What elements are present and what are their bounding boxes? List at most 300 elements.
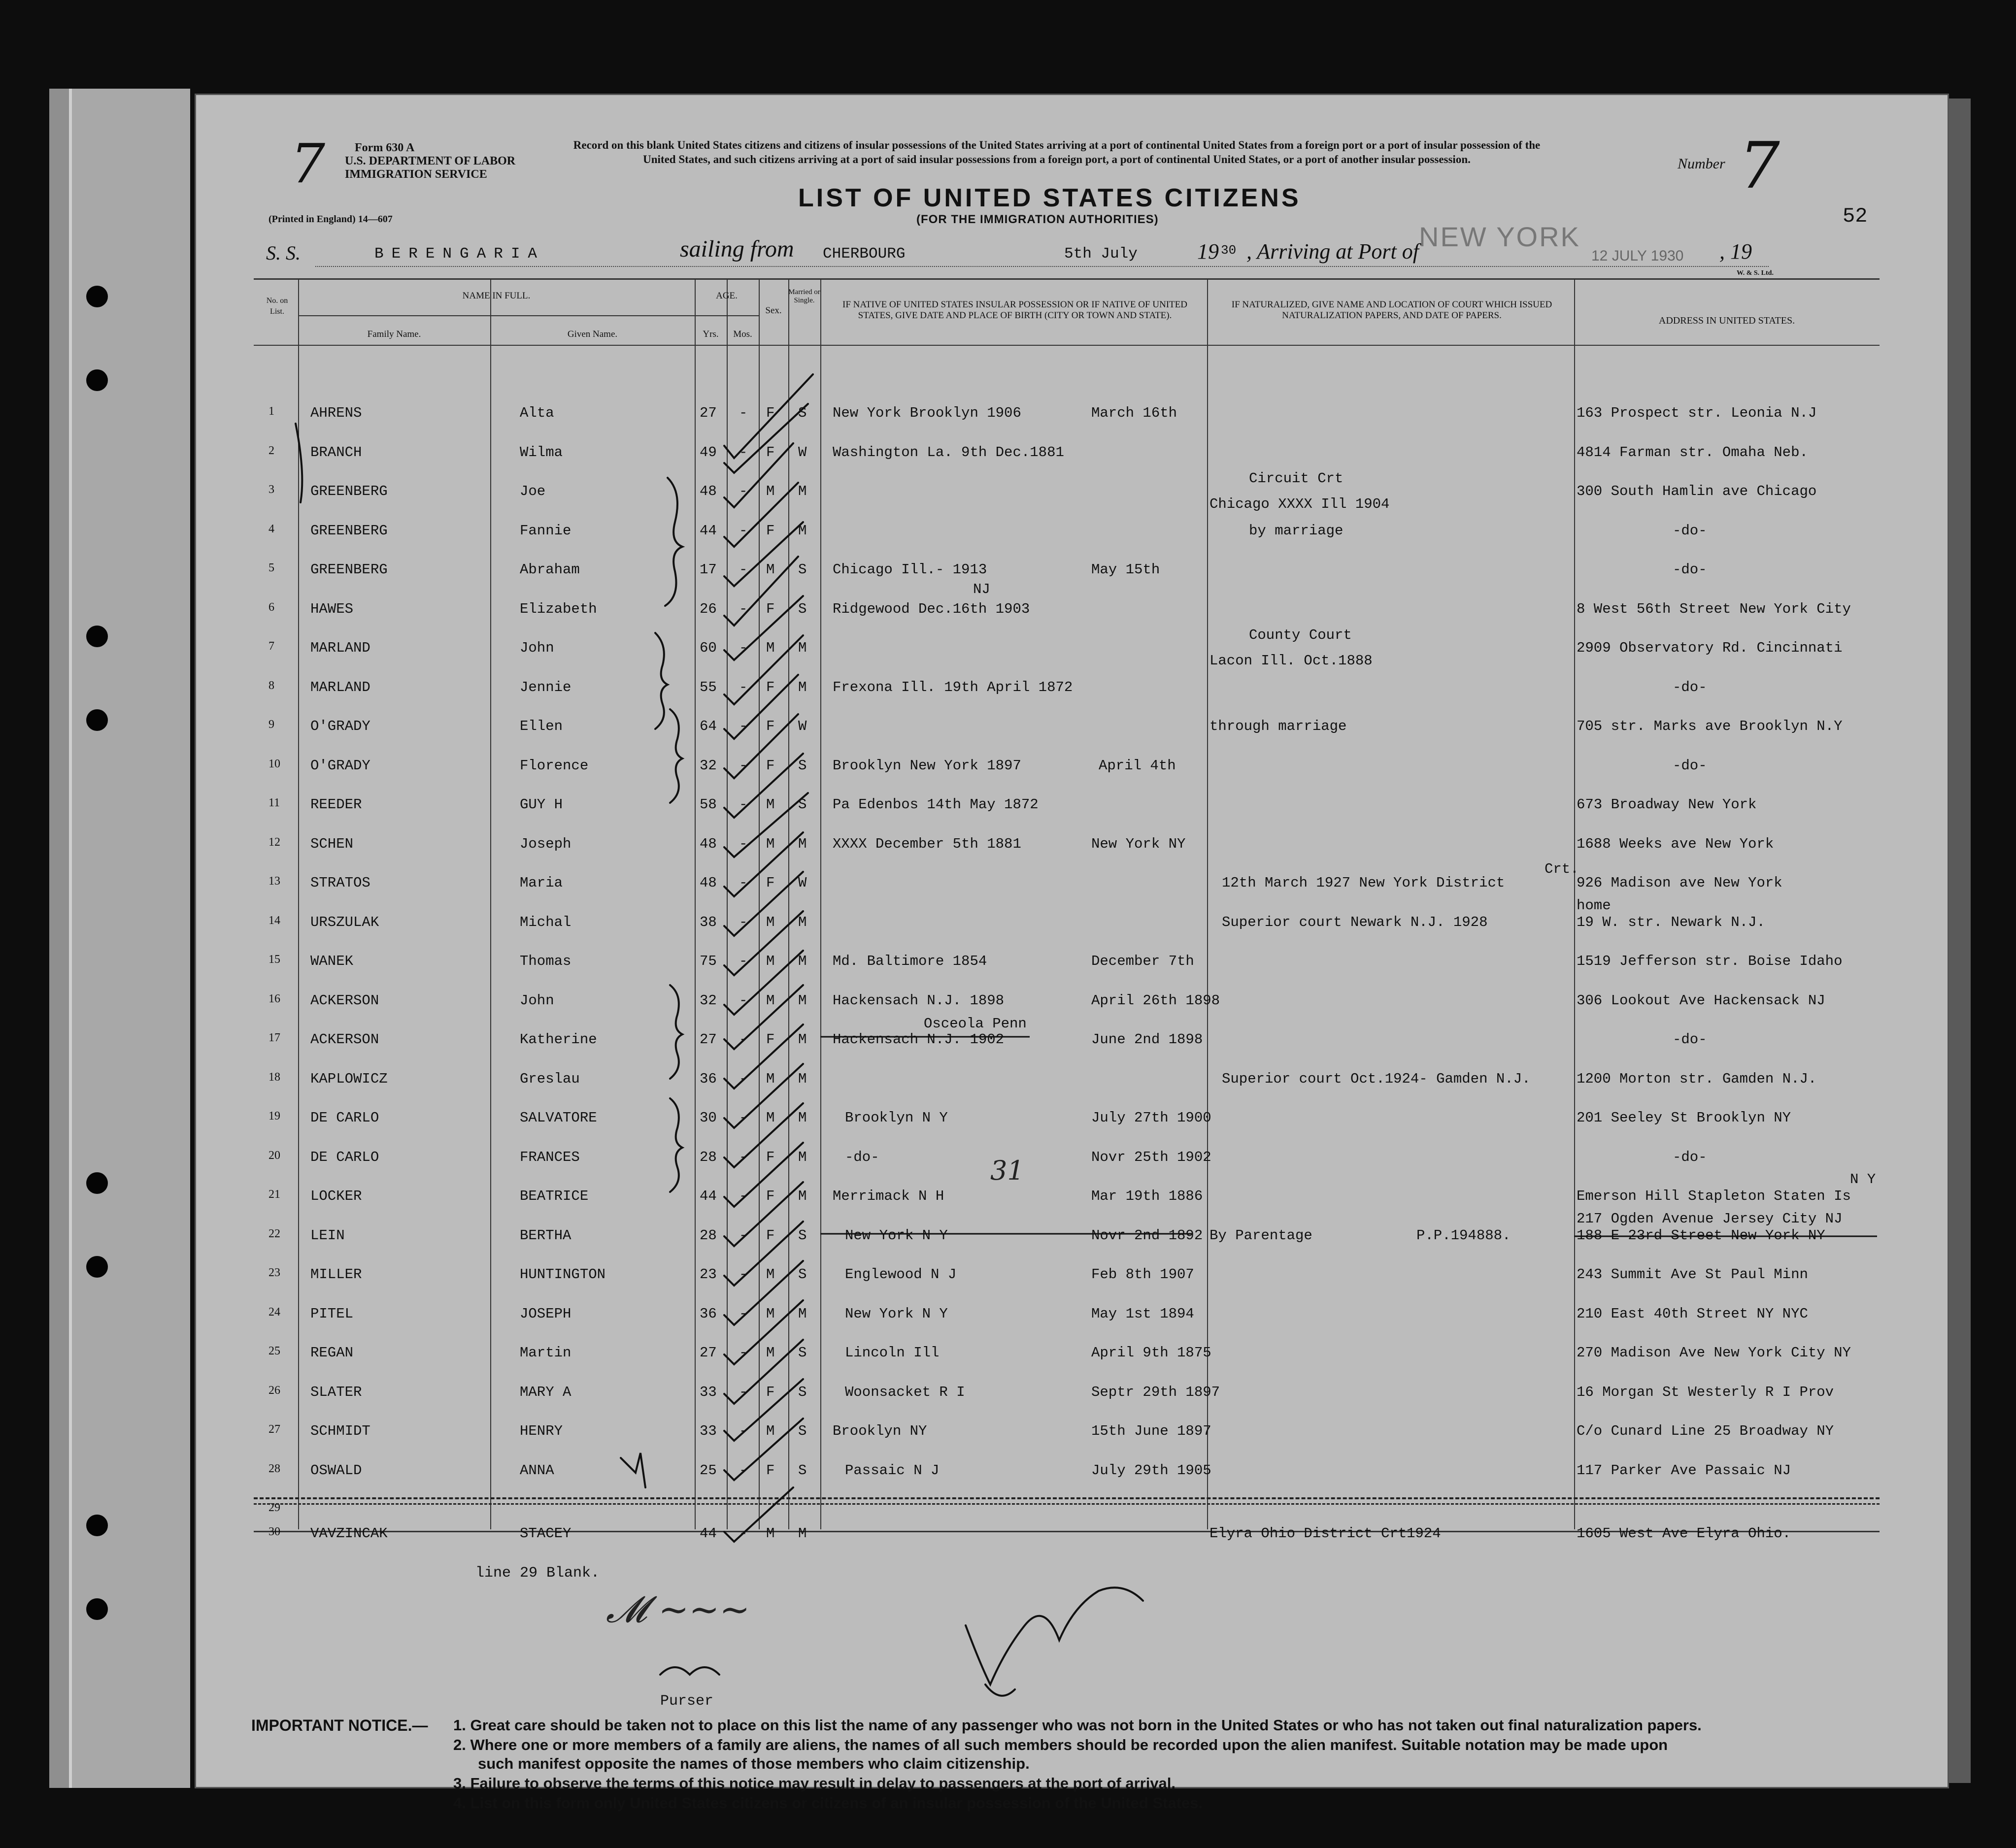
cell-family: MARLAND bbox=[310, 640, 370, 656]
cell-family: O'GRADY bbox=[310, 757, 370, 774]
cell-no: 20 bbox=[269, 1149, 280, 1162]
cell-address: 243 Summit Ave St Paul Minn bbox=[1577, 1266, 1808, 1283]
cell-sex: M bbox=[766, 1423, 775, 1439]
cell-age: 23 bbox=[700, 1266, 717, 1283]
cell-no: 6 bbox=[269, 600, 274, 614]
cell-no: 24 bbox=[269, 1305, 280, 1319]
table-row bbox=[254, 472, 1880, 511]
cell-ms: W bbox=[798, 875, 807, 891]
cell-family: O'GRADY bbox=[310, 718, 370, 734]
cell-sex: F bbox=[766, 1188, 775, 1204]
cell-ms: M bbox=[798, 1149, 807, 1165]
cell-no: 19 bbox=[269, 1110, 280, 1122]
cell-age: 33 bbox=[700, 1423, 717, 1439]
cell-birth: Chicago Ill.- 1913 bbox=[833, 561, 987, 578]
table-row bbox=[254, 394, 1880, 432]
corner-mark: 7 bbox=[291, 132, 325, 195]
cell-sex: F bbox=[766, 522, 775, 539]
notice-4: 4. List on this form only United States citizens or citizens of an insular possession of the United States. bbox=[453, 1794, 1203, 1812]
cell-family: LEIN bbox=[310, 1227, 345, 1244]
cell-ms: S bbox=[798, 1462, 807, 1479]
table-row bbox=[254, 1171, 1880, 1216]
cell-address: 926 Madison ave New York bbox=[1577, 875, 1782, 891]
cell-nat: Elyra Ohio District Crt bbox=[1210, 1525, 1407, 1542]
cell-no: 17 bbox=[269, 1031, 280, 1044]
table-row bbox=[254, 786, 1880, 824]
cell-age: 75 bbox=[700, 953, 717, 969]
cell-given: ANNA bbox=[520, 1462, 554, 1479]
cell-ms: S bbox=[798, 1266, 807, 1283]
number-value: 7 bbox=[1739, 128, 1780, 203]
cell-no: 22 bbox=[269, 1227, 280, 1240]
cell-ms: M bbox=[798, 483, 807, 499]
cell-age: 28 bbox=[700, 1227, 717, 1244]
age-subdivider bbox=[695, 315, 759, 316]
cell-sex: F bbox=[766, 1384, 775, 1400]
port-from: CHERBOURG bbox=[823, 245, 906, 263]
cell-ms: S bbox=[798, 1423, 807, 1439]
cell-nat: 12th March 1927 New York District bbox=[1222, 875, 1505, 891]
cell-family: SCHMIDT bbox=[310, 1423, 370, 1439]
cell-birth: Washington La. 9th Dec.1881 bbox=[833, 444, 1064, 461]
cell-birth: Frexona Ill. 19th April 1872 bbox=[833, 679, 1073, 695]
cell-birth2: March 16th bbox=[1091, 405, 1177, 421]
binder-spine bbox=[69, 89, 190, 1788]
cell-sex: F bbox=[766, 757, 775, 774]
arrival-date-stamp: 12 JULY 1930 bbox=[1591, 248, 1684, 264]
table-row bbox=[254, 1016, 1880, 1059]
cell-sex: F bbox=[766, 875, 775, 891]
header-divider bbox=[254, 345, 1880, 346]
notice-label: IMPORTANT NOTICE.— bbox=[251, 1716, 428, 1734]
cell-family: GREENBERG bbox=[310, 522, 388, 539]
cell-family: URSZULAK bbox=[310, 914, 379, 930]
cell-ms: M bbox=[798, 835, 807, 852]
cell-mos: - bbox=[739, 992, 748, 1009]
cell-ms: S bbox=[798, 561, 807, 578]
cell-mos: - bbox=[739, 1149, 748, 1165]
cell-sex: M bbox=[766, 1525, 775, 1542]
cell-address: -do- bbox=[1673, 1149, 1707, 1165]
cell-given: SALVATORE bbox=[520, 1110, 597, 1126]
col-birth: IF NATIVE OF UNITED STATES INSULAR POSSESSION OR IF NATIVE OF UNITED STATES, GIVE DATE AND PLACE OF BIRTH (CITY OR TOWN AND STATE). bbox=[842, 299, 1187, 321]
cell-given: STACEY bbox=[520, 1525, 571, 1542]
cell-given: GUY H bbox=[520, 796, 563, 813]
cell-age: 44 bbox=[700, 1525, 717, 1542]
cell-no: 12 bbox=[269, 835, 280, 849]
cell-given: Maria bbox=[520, 875, 563, 891]
cell-sex: F bbox=[766, 679, 775, 695]
cell-no: 27 bbox=[269, 1423, 280, 1436]
cell-mos: - bbox=[739, 483, 748, 499]
cell-sex: M bbox=[766, 1266, 775, 1283]
cell-nat: through marriage bbox=[1210, 718, 1347, 734]
cell-no: 10 bbox=[269, 757, 280, 770]
table-row bbox=[254, 433, 1880, 472]
cell-mos: - bbox=[739, 1384, 748, 1400]
cell-no: 23 bbox=[269, 1266, 280, 1279]
cell-family: HAWES bbox=[310, 600, 354, 617]
punch-hole bbox=[86, 1256, 108, 1278]
cell-birth: Ridgewood Dec.16th 1903 bbox=[833, 600, 1030, 617]
cell-sex: M bbox=[766, 1305, 775, 1322]
cell-ms: S bbox=[798, 1384, 807, 1400]
row-29-dashes bbox=[254, 1503, 1880, 1505]
cell-ms: W bbox=[798, 444, 807, 461]
cell-family: OSWALD bbox=[310, 1462, 362, 1479]
cell-address: 163 Prospect str. Leonia N.J bbox=[1577, 405, 1817, 421]
line-29-note: line 29 Blank. bbox=[475, 1565, 600, 1582]
cell-given: Wilma bbox=[520, 444, 563, 461]
cell-sex: F bbox=[766, 1031, 775, 1048]
printed-note: (Printed in England) 14—607 bbox=[269, 214, 393, 225]
cell-mos: - bbox=[739, 522, 748, 539]
cell-ms: W bbox=[798, 718, 807, 734]
cell-ms: M bbox=[798, 1188, 807, 1204]
cell-sex: M bbox=[766, 992, 775, 1009]
cell-mos: - bbox=[739, 1188, 748, 1204]
cell-sex: F bbox=[766, 1227, 775, 1244]
cell-nat: by marriage bbox=[1249, 522, 1344, 539]
table-row bbox=[254, 1099, 1880, 1137]
cell-age: 33 bbox=[700, 1384, 717, 1400]
cell-given: HENRY bbox=[520, 1423, 563, 1439]
cell-nat: By Parentage bbox=[1210, 1227, 1312, 1244]
ship-name: BERENGARIA bbox=[374, 245, 545, 263]
cell-ms: S bbox=[798, 796, 807, 813]
cell-mos: - bbox=[739, 1462, 748, 1479]
cell-mos: - bbox=[739, 914, 748, 930]
table-row bbox=[254, 942, 1880, 981]
cell-birth2: Feb 8th 1907 bbox=[1091, 1266, 1194, 1283]
cell-given: Martin bbox=[520, 1345, 571, 1361]
cell-address: 2909 Observatory Rd. Cincinnati bbox=[1577, 640, 1843, 656]
punch-hole bbox=[86, 1515, 108, 1536]
cell-age: 48 bbox=[700, 835, 717, 852]
table-row bbox=[254, 897, 1880, 942]
cell-no: 16 bbox=[269, 992, 280, 1005]
cell-birth2: May 15th bbox=[1091, 561, 1160, 578]
cell-age: 48 bbox=[700, 483, 717, 499]
cell-no: 8 bbox=[269, 679, 274, 692]
page-title: LIST OF UNITED STATES CITIZENS bbox=[798, 184, 1301, 212]
cell-birth: New York Brooklyn 1906 bbox=[833, 405, 1021, 421]
cell-mos: - bbox=[739, 561, 748, 578]
cell-sex: F bbox=[766, 600, 775, 617]
cell-no: 26 bbox=[269, 1384, 280, 1397]
port-to-stamp: NEW YORK bbox=[1419, 221, 1580, 252]
table-row bbox=[254, 668, 1880, 707]
cell-sex: F bbox=[766, 718, 775, 734]
cell-mos: - bbox=[739, 875, 748, 891]
cell-ms: S bbox=[798, 1227, 807, 1244]
voyage-underline bbox=[315, 266, 1769, 267]
col-sex: Sex. bbox=[765, 305, 782, 316]
sheet-count-mark: 31 bbox=[990, 1155, 1024, 1186]
purser-signature: 𝓜 ~~~ bbox=[606, 1588, 750, 1631]
cell-sex: M bbox=[766, 796, 775, 813]
table-row bbox=[254, 512, 1880, 550]
cell-nat: Superior court Oct.1924- Gamden N.J. bbox=[1222, 1070, 1531, 1087]
col-mos: Mos. bbox=[733, 329, 752, 339]
cell-no: 14 bbox=[269, 914, 280, 927]
page-number: 52 bbox=[1843, 204, 1868, 228]
cell-sex: M bbox=[766, 953, 775, 969]
cell-birth2: Mar 19th 1886 bbox=[1091, 1188, 1203, 1204]
cell-ms: S bbox=[798, 600, 807, 617]
cell-mos: - bbox=[739, 1031, 748, 1048]
name-subdivider bbox=[298, 315, 695, 316]
cell-address: 1688 Weeks ave New York bbox=[1577, 835, 1774, 852]
punch-hole bbox=[86, 626, 108, 647]
cell-address: 673 Broadway New York bbox=[1577, 796, 1757, 813]
cell-birth2: July 27th 1900 bbox=[1091, 1110, 1211, 1126]
cell-mos: - bbox=[739, 679, 748, 695]
cell-family: AHRENS bbox=[310, 405, 362, 421]
cell-family: LOCKER bbox=[310, 1188, 362, 1204]
cell-ms: S bbox=[798, 1345, 807, 1361]
cell-address: 4814 Farman str. Omaha Neb. bbox=[1577, 444, 1808, 461]
cell-address: 201 Seeley St Brooklyn NY bbox=[1577, 1110, 1791, 1126]
cell-sex: F bbox=[766, 444, 775, 461]
cell-given: Florence bbox=[520, 757, 589, 774]
cell-mos: - bbox=[739, 757, 748, 774]
cell-age: 27 bbox=[700, 405, 717, 421]
cell-sex: F bbox=[766, 1149, 775, 1165]
table-row bbox=[254, 1295, 1880, 1333]
table-row bbox=[254, 861, 1880, 902]
cell-sex: M bbox=[766, 561, 775, 578]
cell-birth2: Novr 2nd 1892 bbox=[1091, 1227, 1203, 1244]
cell-address: 306 Lookout Ave Hackensack NJ bbox=[1577, 992, 1825, 1009]
cell-address: 19 W. str. Newark N.J. bbox=[1577, 914, 1765, 930]
cell-ms: S bbox=[798, 405, 807, 421]
cell-family: DE CARLO bbox=[310, 1110, 379, 1126]
cell-mos: - bbox=[739, 1345, 748, 1361]
ss-label: S. S. bbox=[266, 242, 301, 264]
cell-family: GREENBERG bbox=[310, 483, 388, 499]
cell-birth: Brooklyn New York 1897 bbox=[833, 757, 1021, 774]
cell-no: 4 bbox=[269, 522, 274, 535]
cell-ms: M bbox=[798, 1525, 807, 1542]
cell-sex: M bbox=[766, 914, 775, 930]
cell-given: Katherine bbox=[520, 1031, 597, 1048]
cell-ms: M bbox=[798, 640, 807, 656]
cell-address-above: N Y bbox=[1850, 1171, 1876, 1188]
cell-birth: XXXX December 5th 1881 bbox=[833, 835, 1021, 852]
cell-birth: Brooklyn NY bbox=[833, 1423, 927, 1439]
cell-age: 26 bbox=[700, 600, 717, 617]
cell-birth2: April 4th bbox=[1099, 757, 1176, 774]
cell-no: 29 bbox=[269, 1501, 280, 1514]
cell-age: 48 bbox=[700, 875, 717, 891]
arriving-label: , Arriving at Port of bbox=[1246, 239, 1419, 264]
cell-mos: - bbox=[739, 796, 748, 813]
cell-sex: F bbox=[766, 1462, 775, 1479]
col-name-in-full: NAME IN FULL. bbox=[462, 291, 531, 301]
col-family-name: Family Name. bbox=[367, 329, 421, 339]
cell-nat: Superior court Newark N.J. 1928 bbox=[1222, 914, 1488, 930]
col-naturalized: IF NATURALIZED, GIVE NAME AND LOCATION OF COURT WHICH ISSUED NATURALIZATION PAPERS, AND DATE OF PAPERS. bbox=[1231, 299, 1552, 321]
cell-given: Ellen bbox=[520, 718, 563, 734]
cell-given: BEATRICE bbox=[520, 1188, 589, 1204]
cell-ms: M bbox=[798, 953, 807, 969]
cell-address-above: 217 Ogden Avenue Jersey City NJ bbox=[1577, 1210, 1843, 1227]
cell-family: DE CARLO bbox=[310, 1149, 379, 1165]
cell-ms: M bbox=[798, 992, 807, 1009]
year-prefix: 19 bbox=[1197, 239, 1219, 264]
cell-family: MARLAND bbox=[310, 679, 370, 695]
cell-address: C/o Cunard Line 25 Broadway NY bbox=[1577, 1423, 1834, 1439]
cell-ms: M bbox=[798, 1110, 807, 1126]
punch-hole bbox=[86, 709, 108, 731]
number-label: Number bbox=[1678, 156, 1725, 172]
cell-birth2: June 2nd 1898 bbox=[1091, 1031, 1203, 1048]
cell-mos: - bbox=[739, 405, 748, 421]
table-row bbox=[254, 629, 1880, 667]
cell-birth: Brooklyn N Y bbox=[845, 1110, 948, 1126]
notice-1: 1. Great care should be taken not to place on this list the name of any passenger who was not born in the United States or who has not taken out final naturalization papers. bbox=[453, 1716, 1702, 1734]
cell-no: 18 bbox=[269, 1070, 280, 1084]
cell-mos: - bbox=[739, 600, 748, 617]
cell-address: 188 E 23rd Street New York NY bbox=[1577, 1227, 1825, 1244]
notice-2b: such manifest opposite the names of those members who claim citizenship. bbox=[478, 1755, 1030, 1772]
cell-address: 270 Madison Ave New York City NY bbox=[1577, 1345, 1851, 1361]
cell-ms: M bbox=[798, 679, 807, 695]
cell-birth-above: Osceola Penn bbox=[924, 1016, 1027, 1032]
cell-family: GREENBERG bbox=[310, 561, 388, 578]
table-row bbox=[254, 1373, 1880, 1412]
table-row bbox=[254, 747, 1880, 785]
cell-nat2: Chicago XXXX Ill 1904 bbox=[1210, 496, 1390, 512]
punch-hole bbox=[86, 1598, 108, 1620]
department-name: U.S. DEPARTMENT OF LABOR bbox=[345, 155, 516, 167]
cell-mos: - bbox=[739, 718, 748, 734]
cell-no: 11 bbox=[269, 796, 280, 809]
cell-given: MARY A bbox=[520, 1384, 571, 1400]
cell-given: John bbox=[520, 640, 554, 656]
cell-no: 3 bbox=[269, 483, 274, 496]
cell-birth: New York N Y bbox=[845, 1305, 948, 1322]
table-row bbox=[254, 1138, 1880, 1177]
cell-birth: Hackensach N.J. 1898 bbox=[833, 992, 1005, 1009]
page-right-edge bbox=[1946, 99, 1971, 1783]
notice-3: 3. Failure to observe the terms of this notice may result in delay to passengers at the port of arrival. bbox=[453, 1775, 1176, 1792]
purser-label: Purser bbox=[660, 1693, 714, 1710]
cell-sex: M bbox=[766, 1345, 775, 1361]
cell-mos: - bbox=[739, 1110, 748, 1126]
cell-no: 2 bbox=[269, 444, 274, 457]
cell-given: HUNTINGTON bbox=[520, 1266, 606, 1283]
cell-given: Fannie bbox=[520, 522, 571, 539]
row-29-dashes bbox=[254, 1497, 1880, 1499]
cell-nat2: P.P.194888. bbox=[1416, 1227, 1511, 1244]
cell-birth: Passaic N J bbox=[845, 1462, 940, 1479]
cell-birth2: New York NY bbox=[1091, 835, 1186, 852]
cell-family: MILLER bbox=[310, 1266, 362, 1283]
cell-no: 25 bbox=[269, 1345, 280, 1357]
cell-address-above: home bbox=[1577, 897, 1611, 914]
cell-no: 15 bbox=[269, 953, 280, 966]
col-married: Married or Single. bbox=[788, 288, 820, 304]
cell-family: STRATOS bbox=[310, 875, 370, 891]
cell-age: 58 bbox=[700, 796, 717, 813]
col-given-name: Given Name. bbox=[567, 329, 618, 339]
cell-birth: Lincoln Ill bbox=[845, 1345, 940, 1361]
cell-mos: - bbox=[739, 640, 748, 656]
cell-address: 8 West 56th Street New York City bbox=[1577, 600, 1851, 617]
cell-address: -do- bbox=[1673, 1031, 1707, 1048]
col-yrs: Yrs. bbox=[703, 329, 719, 339]
cell-family: ACKERSON bbox=[310, 992, 379, 1009]
col-no: No. on List. bbox=[266, 297, 288, 316]
cell-age: 60 bbox=[700, 640, 717, 656]
cell-no: 28 bbox=[269, 1462, 280, 1475]
cell-birth2: May 1st 1894 bbox=[1091, 1305, 1194, 1322]
cell-no: 30 bbox=[269, 1525, 280, 1538]
cell-sex: M bbox=[766, 483, 775, 499]
cell-mos: - bbox=[739, 1266, 748, 1283]
cell-address: -do- bbox=[1673, 757, 1707, 774]
cell-ms: S bbox=[798, 757, 807, 774]
ws-ltd: W. & S. Ltd. bbox=[1737, 269, 1774, 277]
cell-birth-above: NJ bbox=[973, 581, 990, 597]
cell-age: 25 bbox=[700, 1462, 717, 1479]
cell-birth2: April 26th 1898 bbox=[1091, 992, 1220, 1009]
cell-mos: - bbox=[739, 835, 748, 852]
cell-address: 1200 Morton str. Gamden N.J. bbox=[1577, 1070, 1817, 1087]
cell-birth2: Septr 29th 1897 bbox=[1091, 1384, 1220, 1400]
cell-age: 55 bbox=[700, 679, 717, 695]
cell-age: 27 bbox=[700, 1031, 717, 1048]
cell-birth: New York N Y bbox=[845, 1227, 948, 1244]
cell-address: -do- bbox=[1673, 679, 1707, 695]
punch-hole bbox=[86, 286, 108, 307]
table-row bbox=[254, 825, 1880, 863]
cell-no: 13 bbox=[269, 875, 280, 888]
cell-age: 28 bbox=[700, 1149, 717, 1165]
cell-address: 210 East 40th Street NY NYC bbox=[1577, 1305, 1808, 1322]
table-row bbox=[254, 1452, 1880, 1490]
cell-family: BRANCH bbox=[310, 444, 362, 461]
cell-birth2: December 7th bbox=[1091, 953, 1194, 969]
cell-family: VAVZINCAK bbox=[310, 1525, 388, 1542]
cell-nat2: 1924 bbox=[1407, 1525, 1441, 1542]
cell-given: Thomas bbox=[520, 953, 571, 969]
cell-sex: M bbox=[766, 835, 775, 852]
cell-no: 21 bbox=[269, 1188, 280, 1201]
cell-given: BERTHA bbox=[520, 1227, 571, 1244]
cell-family: SCHEN bbox=[310, 835, 354, 852]
cell-given: Joseph bbox=[520, 835, 571, 852]
cell-birth: Merrimack N H bbox=[833, 1188, 944, 1204]
cell-age: 17 bbox=[700, 561, 717, 578]
cell-family: ACKERSON bbox=[310, 1031, 379, 1048]
cell-no: 9 bbox=[269, 718, 274, 731]
cell-sex: M bbox=[766, 640, 775, 656]
cell-address: 300 South Hamlin ave Chicago bbox=[1577, 483, 1817, 499]
cell-ms: M bbox=[798, 1031, 807, 1048]
table-row bbox=[254, 707, 1880, 746]
cell-family: REGAN bbox=[310, 1345, 354, 1361]
cell-nat: County Court bbox=[1249, 627, 1352, 643]
cell-age: 44 bbox=[700, 1188, 717, 1204]
cell-mos: - bbox=[739, 1070, 748, 1087]
cell-ms: M bbox=[798, 1070, 807, 1087]
col-address: ADDRESS IN UNITED STATES. bbox=[1658, 315, 1795, 326]
cell-sex: M bbox=[766, 1070, 775, 1087]
cell-given: Michal bbox=[520, 914, 571, 930]
